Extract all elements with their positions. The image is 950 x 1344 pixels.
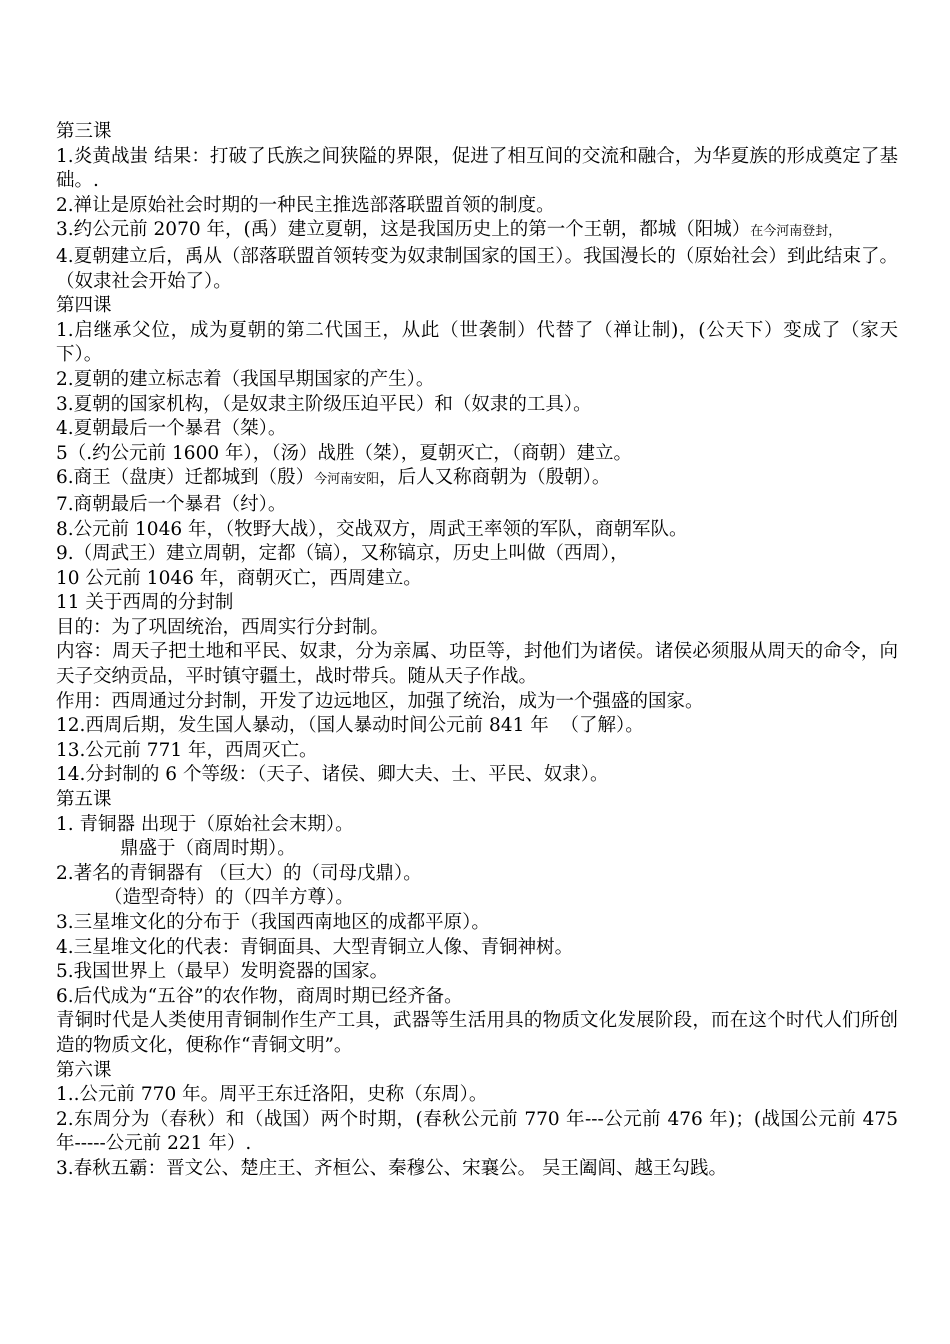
paragraph: 青铜时代是人类使用青铜制作生产工具，武器等生活用具的物质文化发展阶段，而在这个时代人们所创造的物质文化，便称作“青铜文明”。 — [56, 1010, 898, 1056]
list-item: 12.西周后期，发生国人暴动，（国人暴动时间公元前 841 年 （了解）。 — [56, 715, 644, 737]
list-item: 8.公元前 1046 年，（牧野大战），交战双方，周武王率领的军队，商朝军队。 — [56, 518, 688, 540]
lesson-heading: 第六课 — [56, 1059, 112, 1081]
item-text: 6.商王（盘庚）迁都城到（殷） — [56, 467, 315, 489]
list-item: 6.后代成为“五谷”的农作物，商周时期已经齐备。 — [56, 985, 463, 1007]
list-item: 5（.约公元前 1600 年），（汤）战胜（桀），夏朝灭亡，（商朝）建立。 — [56, 442, 632, 464]
list-item: （造型奇特）的（四羊方尊）。 — [104, 887, 354, 909]
list-item: 9.（周武王）建立周朝，定都（镐），又称镐京，历史上叫做（西周）， — [56, 543, 629, 565]
list-item: 2.夏朝的建立标志着（我国早期国家的产生）。 — [56, 368, 435, 390]
list-item: 3.春秋五霸：晋文公、楚庄王、齐桓公、秦穆公、宋襄公。 吴王阖闾、越王勾践。 — [56, 1157, 728, 1179]
list-item: 3.三星堆文化的分布于（我国西南地区的成都平原）。 — [56, 912, 490, 933]
list-item: 14.分封制的 6 个等级：（天子、诸侯、卿大夫、士、平民、奴隶）。 — [56, 764, 609, 786]
list-item — [56, 466, 898, 493]
list-item: 5.我国世界上（最早）发明瓷器的国家。 — [56, 961, 389, 983]
list-item — [56, 218, 898, 245]
lesson-heading: 第四课 — [56, 295, 112, 317]
list-item: 4.夏朝建立后，禹从（部落联盟首领转变为奴隶制国家的国王）。我国漫长的（原始社会）到此结束了。（奴隶社会开始了）。 — [56, 245, 898, 292]
list-item: 1.炎黄战蚩 结果：打破了氏族之间狭隘的界限，促进了相互间的交流和融合，为华夏族的形成奠定了基础。. — [56, 145, 898, 192]
lesson-heading: 第五课 — [56, 789, 112, 811]
lesson-heading: 第三课 — [56, 121, 112, 142]
list-item: 1..公元前 770 年。周平王东迁洛阳，史称（东周）。 — [56, 1084, 488, 1106]
list-item: 4.三星堆文化的代表：青铜面具、大型青铜立人像、青铜神树。 — [56, 936, 574, 958]
list-item: 3.夏朝的国家机构，（是奴隶主阶级压迫平民）和（奴隶的工具）。 — [56, 393, 592, 415]
list-item: 目的：为了巩固统治，西周实行分封制。 — [56, 616, 390, 638]
list-item: 2.东周分为（春秋）和（战国）两个时期，(春秋公元前 770 年---公元前 476 年)；(战国公元前 475 年-----公元前 221 年）. — [56, 1108, 898, 1155]
item-text: 3.约公元前 2070 年，(禹）建立夏朝，这是我国历史上的第一个王朝，都城（阳城） — [56, 219, 751, 241]
list-item: 10 公元前 1046 年，商朝灭亡，西周建立。 — [56, 567, 422, 589]
small-note: 今河南安阳 — [314, 472, 380, 488]
list-item: 1.启继承父位，成为夏朝的第二代国王，从此（世袭制）代替了（禅让制)，(公天下）变成了（家天下）。 — [56, 319, 898, 366]
small-note: 在今河南登封， — [750, 224, 842, 240]
list-item: 11 关于西周的分封制 — [56, 592, 234, 614]
list-item: 2.著名的青铜器有 （巨大）的（司母戊鼎）。 — [56, 862, 422, 884]
list-item: 2.禅让是原始社会时期的一种民主推选部落联盟首领的制度。 — [56, 194, 555, 216]
list-item: 1. 青铜器 出现于（原始社会末期）。 — [56, 813, 354, 835]
list-item: 4.夏朝最后一个暴君（桀）。 — [56, 418, 287, 440]
list-item: 内容：周天子把土地和平民、奴隶，分为亲属、功臣等，封他们为诸侯。诸侯必须服从周天的命令，向天子交纳贡品，平时镇守疆土，战时带兵。随从天子作战。 — [56, 641, 898, 688]
item-tail: ，后人又称商朝为（殷朝）。 — [379, 467, 611, 489]
list-item: 作用：西周通过分封制，开发了边远地区，加强了统治，成为一个强盛的国家。 — [56, 690, 704, 712]
list-item: 7.商朝最后一个暴君（纣）。 — [56, 493, 287, 515]
list-item: 13.公元前 771 年，西周灭亡。 — [56, 739, 318, 761]
list-item: 鼎盛于（商周时期）。 — [120, 838, 296, 860]
document-page — [56, 120, 898, 1182]
